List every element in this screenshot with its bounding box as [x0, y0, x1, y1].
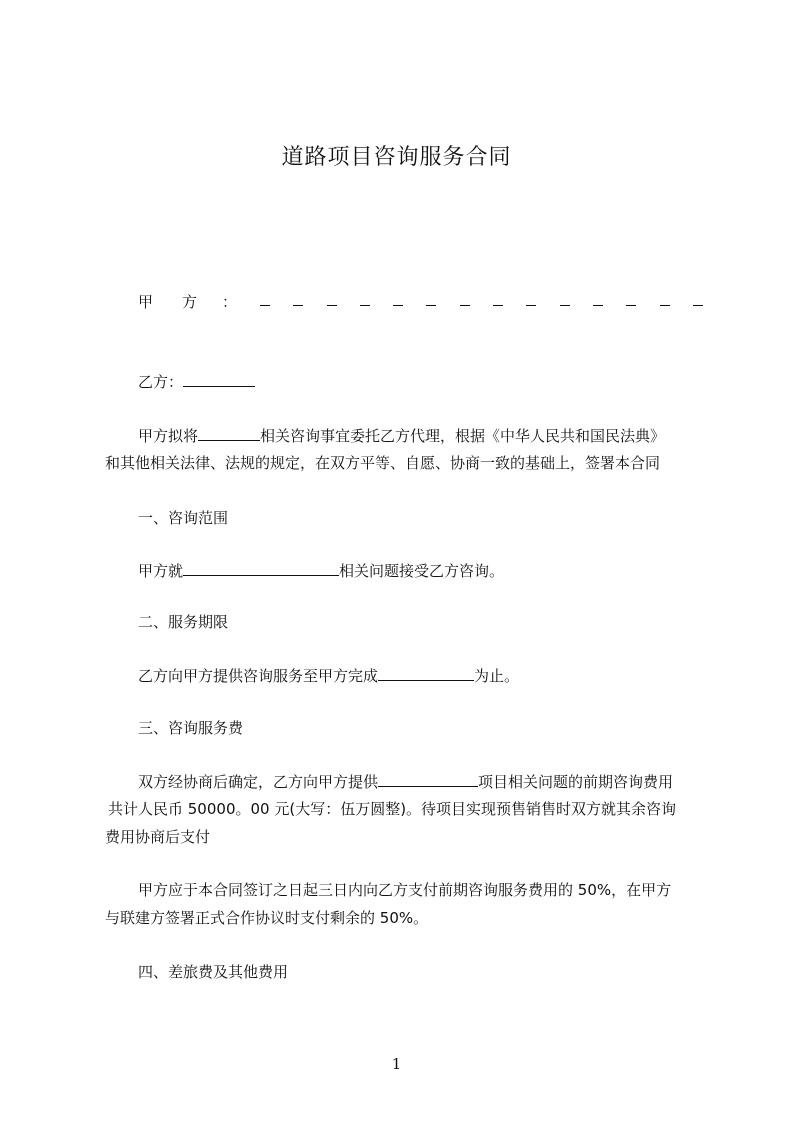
party-a-label-char2: 方 [182, 293, 198, 311]
section-3-text-pre: 双方经协商后确定，乙方向甲方提供 [138, 773, 379, 791]
section-1-blank-field [183, 560, 339, 576]
section-1-heading: 一、咨询范围 [138, 509, 229, 527]
intro-text-pre: 甲方拟将 [138, 427, 199, 445]
party-b-blank-field [183, 371, 255, 387]
section-2-text-post: 为止。 [474, 667, 520, 685]
section-1-body [138, 560, 504, 581]
intro-text-post: 相关咨询事宜委托乙方代理，根据《中华人民共和国民法典》 [260, 427, 666, 445]
party-b-label: 乙方： [138, 373, 184, 391]
section-3-blank-field [378, 771, 478, 787]
section-3-heading: 三、咨询服务费 [138, 719, 244, 737]
party-a-colon: ： [222, 293, 238, 311]
section-3-p1-line-2: 共计人民币 50000。00 元(大写：伍万圆整)。待项目实现预售销售时双方就其余咨询 [108, 800, 677, 818]
section-3-p2-line-1: 甲方应于本合同签订之日起三日内向乙方支付前期咨询服务费用的 50%，在甲方 [138, 881, 672, 899]
page-number: 1 [391, 1055, 402, 1073]
section-2-blank-field [378, 665, 474, 681]
section-1-text-post: 相关问题接受乙方咨询。 [339, 562, 505, 580]
party-a-blank-field [260, 291, 703, 306]
page-title: 道路项目咨询服务合同 [281, 145, 512, 170]
party-b-line [138, 371, 255, 392]
section-4-heading: 四、差旅费及其他费用 [138, 963, 289, 981]
section-3-text-post: 项目相关问题的前期咨询费用 [478, 773, 674, 791]
intro-line-2: 和其他相关法律、法规的规定，在双方平等、自愿、协商一致的基础上，签署本合同 [105, 454, 661, 472]
section-1-text-pre: 甲方就 [138, 562, 184, 580]
party-a-label-char1: 甲 [138, 293, 154, 311]
section-3-p1-line-1 [138, 771, 673, 792]
section-3-p2-line-2: 与联建方签署正式合作协议时支付剩余的 50%。 [105, 909, 429, 927]
intro-blank-field [198, 425, 260, 441]
section-2-heading: 二、服务期限 [138, 613, 229, 631]
section-2-body [138, 665, 519, 686]
intro-line-1 [138, 425, 665, 446]
section-2-text-pre: 乙方向甲方提供咨询服务至甲方完成 [138, 667, 379, 685]
party-a-row [138, 291, 703, 313]
section-3-p1-line-3: 费用协商后支付 [105, 828, 211, 846]
